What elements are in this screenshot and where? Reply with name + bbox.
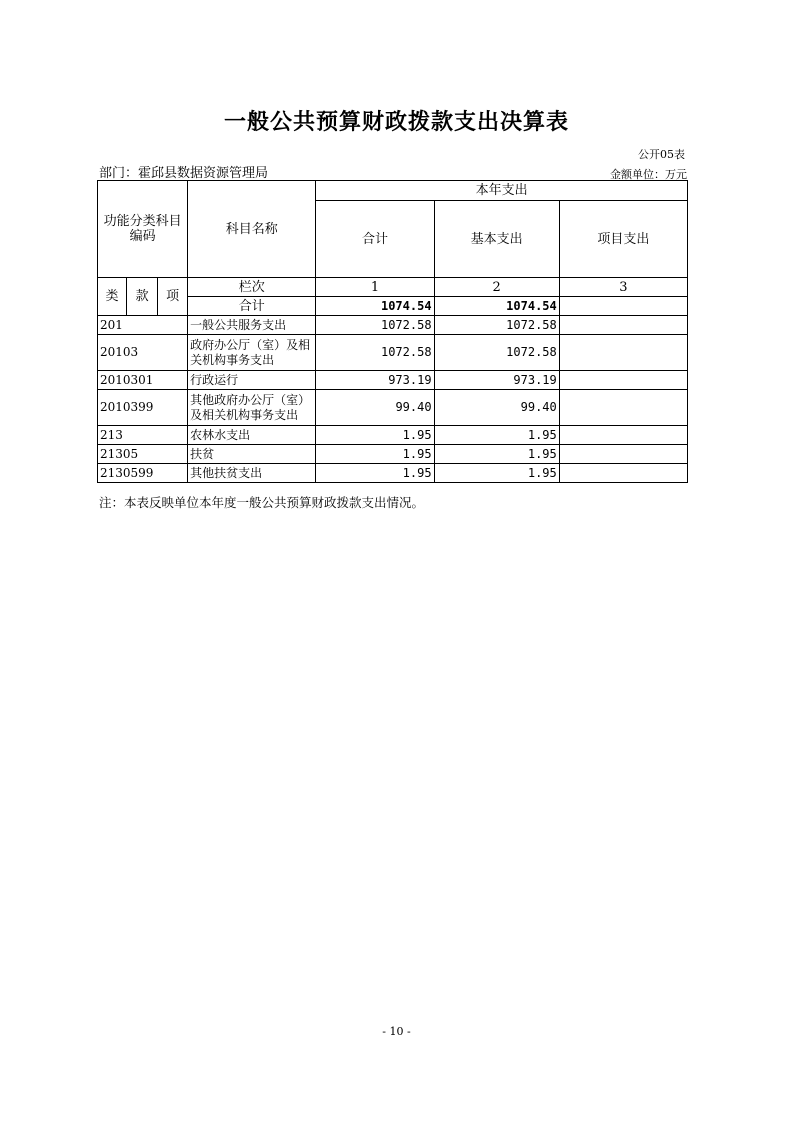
row-total: 1.95 xyxy=(316,445,434,464)
row-project xyxy=(559,316,687,335)
table-row xyxy=(98,335,688,371)
row-total: 99.40 xyxy=(316,390,434,426)
row-name: 行政运行 xyxy=(188,371,316,390)
sum-basic: 1074.54 xyxy=(434,297,559,316)
col-index-row xyxy=(98,278,688,297)
header-lei: 类 xyxy=(98,278,127,316)
row-name: 其他扶贫支出 xyxy=(188,464,316,483)
sum-total: 1074.54 xyxy=(316,297,434,316)
row-basic: 1.95 xyxy=(434,426,559,445)
document-title: 一般公共预算财政拨款支出决算表 xyxy=(223,110,569,135)
header-code-group: 功能分类科目编码 xyxy=(98,181,188,278)
col-index-3: 3 xyxy=(559,278,687,297)
row-project xyxy=(559,390,687,426)
row-basic: 1072.58 xyxy=(434,335,559,371)
row-total: 1072.58 xyxy=(316,335,434,371)
table-note: 注：本表反映单位本年度一般公共预算财政拨款支出情况。 xyxy=(99,495,425,510)
row-basic: 973.19 xyxy=(434,371,559,390)
row-total: 1072.58 xyxy=(316,316,434,335)
header-row-1 xyxy=(98,181,688,201)
table-id: 公开05表 xyxy=(638,148,685,161)
row-total: 1.95 xyxy=(316,464,434,483)
row-code: 2130599 xyxy=(98,464,188,483)
table-row xyxy=(98,390,688,426)
row-code: 20103 xyxy=(98,335,188,371)
header-item-name: 科目名称 xyxy=(188,181,316,278)
row-code: 201 xyxy=(98,316,188,335)
row-code: 2010301 xyxy=(98,371,188,390)
table-row xyxy=(98,371,688,390)
row-project xyxy=(559,426,687,445)
row-basic: 99.40 xyxy=(434,390,559,426)
table-row xyxy=(98,445,688,464)
table-row xyxy=(98,464,688,483)
unit-label: 金额单位：万元 xyxy=(610,168,687,181)
row-project xyxy=(559,445,687,464)
header-basic: 基本支出 xyxy=(434,201,559,278)
expenditure-table xyxy=(97,180,688,483)
row-project xyxy=(559,335,687,371)
row-project xyxy=(559,464,687,483)
row-basic: 1.95 xyxy=(434,445,559,464)
header-xiang: 项 xyxy=(158,278,188,316)
row-name: 扶贫 xyxy=(188,445,316,464)
col-index-2: 2 xyxy=(434,278,559,297)
row-code: 2010399 xyxy=(98,390,188,426)
row-project xyxy=(559,371,687,390)
row-basic: 1.95 xyxy=(434,464,559,483)
col-index-label: 栏次 xyxy=(188,278,316,297)
row-name: 一般公共服务支出 xyxy=(188,316,316,335)
row-total: 1.95 xyxy=(316,426,434,445)
department-label: 部门：霍邱县数据资源管理局 xyxy=(99,166,269,181)
row-name: 政府办公厅（室）及相关机构事务支出 xyxy=(188,335,316,371)
row-code: 213 xyxy=(98,426,188,445)
row-basic: 1072.58 xyxy=(434,316,559,335)
header-kuan: 款 xyxy=(127,278,158,316)
sum-project xyxy=(559,297,687,316)
row-name: 农林水支出 xyxy=(188,426,316,445)
sum-label: 合计 xyxy=(188,297,316,316)
header-project: 项目支出 xyxy=(559,201,687,278)
row-name: 其他政府办公厅（室）及相关机构事务支出 xyxy=(188,390,316,426)
page-number: - 10 - xyxy=(382,1025,411,1038)
col-index-1: 1 xyxy=(316,278,434,297)
table-row xyxy=(98,426,688,445)
header-current-year: 本年支出 xyxy=(316,181,688,201)
header-total: 合计 xyxy=(316,201,434,278)
table-row xyxy=(98,316,688,335)
row-total: 973.19 xyxy=(316,371,434,390)
row-code: 21305 xyxy=(98,445,188,464)
